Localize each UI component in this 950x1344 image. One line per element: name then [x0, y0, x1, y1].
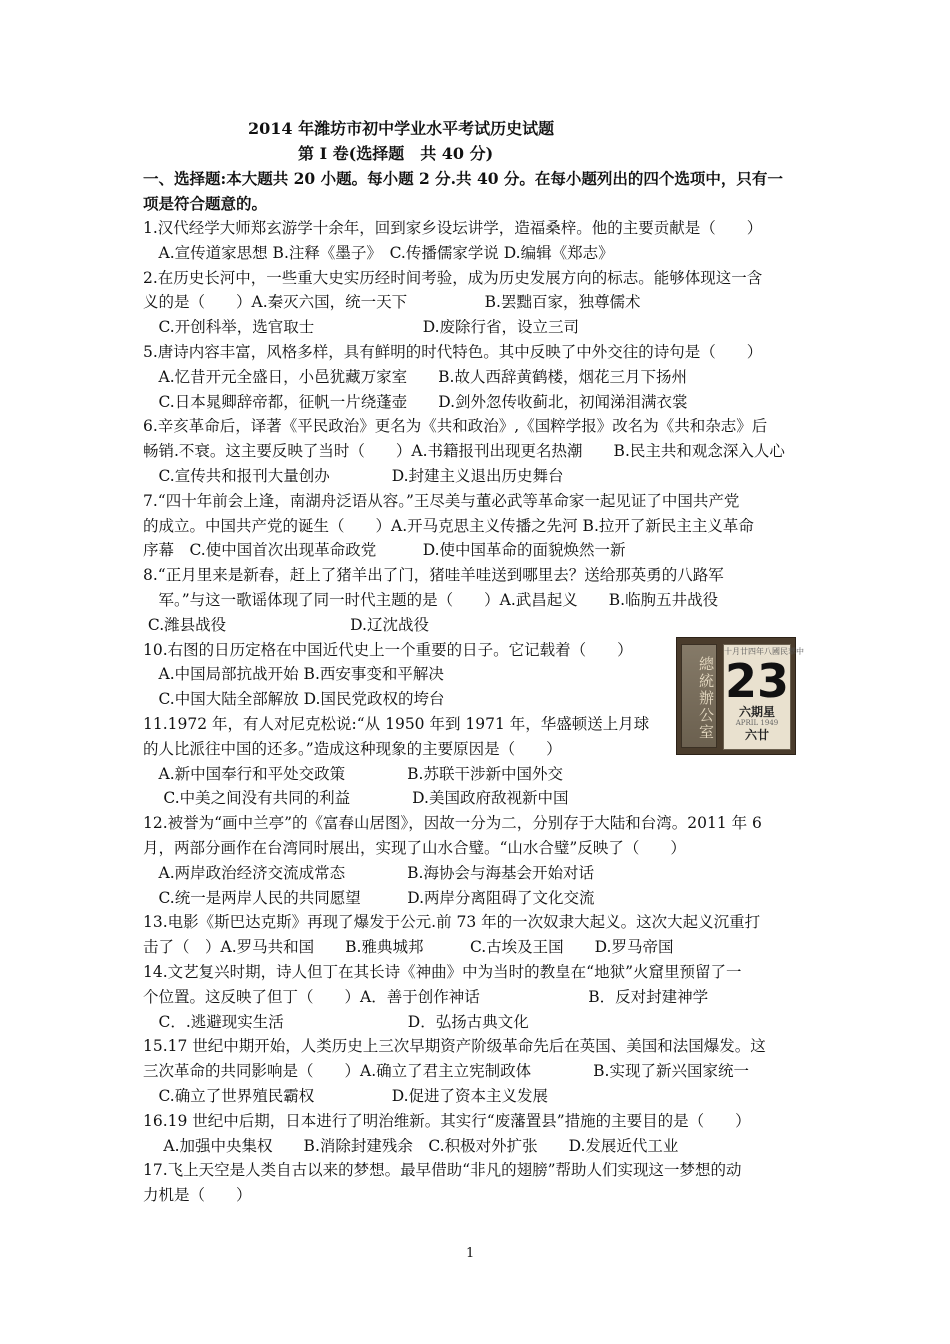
question-line: 11.1972 年，有人对尼克松说:“从 1950 年到 1971 年，华盛顿送上月球: [143, 715, 650, 733]
question-line: C.日本晁卿辞帝都，征帆一片绕蓬壶 D.剑外忽传收蓟北，初闻涕泪满衣裳: [143, 392, 688, 411]
question-line: C.开创科举，选官取士 D.废除行省，设立三司: [143, 318, 580, 337]
question-line: 个位置。这反映了但丁（ ）A．善于创作神话 B．反对封建神学: [143, 987, 709, 1006]
question-line: 畅销.不衰。这主要反映了当时（ ）A.书籍报刊出现更名热潮 B.民主共和观念深入人心: [143, 442, 785, 461]
question-line: A.新中国奉行和平处交政策 B.苏联干涉新中国外交: [143, 764, 563, 783]
calendar-weekday: 六期星: [738, 705, 775, 719]
calendar-lunar-day: 六廿: [744, 728, 769, 742]
question-line: 5.唐诗内容丰富，风格多样，具有鲜明的时代特色。其中反映了中外交往的诗句是（ ）: [143, 343, 763, 361]
question-line: C.确立了世界殖民霸权 D.促进了资本主义发展: [143, 1087, 549, 1105]
question-line: 击了（ ）A.罗马共和国 B.雅典城邦 C.古埃及王国 D.罗马帝国: [143, 938, 674, 957]
page-number: 1: [466, 1246, 475, 1261]
question-line: 10.右图的日历定格在中国近代史上一个重要的日子。它记载着（ ）: [143, 640, 633, 659]
question-line: 13.电影《斯巴达克斯》再现了爆发于公元.前 73 年的一次奴隶大起义。这次大起义沉重打: [143, 913, 761, 932]
question-line: 2.在历史长河中，一些重大史实历经时间考验，成为历史发展方向的标志。能够体现这一含: [143, 268, 763, 287]
question-line: C.宣传共和报刊大量创办 D.封建主义退出历史舞台: [143, 467, 564, 485]
question-line: 的成立。中国共产党的诞生（ ）A.开马克思主义传播之先河 B.拉开了新民主主义革命: [143, 516, 754, 535]
question-line: 1.汉代经学大师郑玄游学十余年，回到家乡设坛讲学，造福桑梓。他的主要贡献是（ ）: [143, 219, 763, 237]
calendar-header: 十月廿四年八國民華中: [724, 647, 804, 656]
question-line: 15.17 世纪中期开始，人类历史上三次早期资产阶级革命先后在英国、美国和法国爆发。这: [143, 1037, 766, 1056]
calendar-month: APRIL 1949: [735, 719, 779, 727]
question-line: C.统一是两岸人民的共同愿望 D.两岸分离阻碍了文化交流: [143, 888, 595, 907]
question-line: C．.逃避现实生活 D．弘扬古典文化: [143, 1012, 529, 1031]
wall-calendar: [723, 644, 804, 750]
question-line: 序幕 C.使中国首次出现革命政党 D.使中国革命的面貌焕然一新: [143, 541, 626, 560]
question-line: 的人比派往中国的还多。”造成这种现象的主要原因是（ ）: [143, 739, 562, 758]
presidential-office-plaque: 總統辦公室: [681, 644, 717, 748]
question-line: C.潍县战役 D.辽沈战役: [143, 615, 429, 634]
question-line: A.宣传道家思想 B.注释《墨子》 C.传播儒家学说 D.编辑《郑志》: [143, 243, 614, 262]
question-line: 力机是（ ）: [143, 1186, 252, 1205]
question-line: 8.“正月里来是新春，赶上了猪羊出了门，猪哇羊哇送到哪里去？送给那英勇的八路军: [143, 566, 724, 585]
question-line: C.中美之间没有共同的利益 D.美国政府敌视新中国: [143, 789, 569, 808]
question-line: 12.被誉为“画中兰亭”的《富春山居图》，因故一分为二，分别存于大陆和台湾。2011 年 6: [143, 814, 762, 833]
question-line: A.忆昔开元全盛日，小邑犹藏万家室 B.故人西辞黄鹤楼，烟花三月下扬州: [143, 367, 687, 386]
calendar-day: 23: [724, 654, 789, 708]
question-line: 17.飞上天空是人类自古以来的梦想。最早借助“非凡的翅膀”帮助人们实现这一梦想的动: [143, 1161, 742, 1180]
question-line: 7.“四十年前会上逢，南湖舟泛语从容。”王尽美与董必武等革命家一起见证了中国共产党: [143, 491, 740, 510]
question-line: 16.19 世纪中后期，日本进行了明治维新。其实行“废藩置县”措施的主要目的是（ ）: [143, 1111, 751, 1130]
question-line: 月，两部分画作在台湾同时展出，实现了山水合璧。“山水合璧”反映了（ ）: [143, 839, 686, 857]
exam-title: 2014 年潍坊市初中学业水平考试历史试题: [248, 119, 555, 138]
question-line: 14.文艺复兴时期，诗人但丁在其长诗《神曲》中为当时的教皇在“地狱”火窟里预留了一: [143, 963, 742, 981]
section-instruction-line-2: 项是符合题意的。: [143, 194, 268, 213]
question-line: A.中国局部抗战开始 B.西安事变和平解决: [143, 665, 444, 684]
question-line: 军。”与这一歌谣体现了同一时代主题的是（ ）A.武昌起义 B.临朐五井战役: [143, 591, 719, 609]
question-line: A.两岸政治经济交流成常态 B.海协会与海基会开始对话: [143, 863, 594, 882]
question-line: C.中国大陆全部解放 D.国民党政权的垮台: [143, 690, 445, 709]
exam-subtitle: 第 I 卷(选择题 共 40 分): [298, 144, 494, 163]
section-instruction-line-1: 一、选择题:本大题共 20 小题。每小题 2 分.共 40 分。在每小题列出的四个选项中，只有一: [143, 169, 783, 188]
question-line: A.加强中央集权 B.消除封建残余 C.积极对外扩张 D.发展近代工业: [143, 1136, 679, 1155]
question-line: 三次革命的共同影响是（ ）A.确立了君主立宪制政体 B.实现了新兴国家统一: [143, 1062, 749, 1081]
calendar-photo: [676, 637, 804, 755]
question-line: 6.辛亥革命后，译著《平民政治》更名为《共和政治》,《国粹学报》改名为《共和杂志》后: [143, 417, 768, 436]
question-line: 义的是（ ）A.秦灭六国，统一天下 B.罢黜百家，独尊儒术: [143, 293, 641, 312]
